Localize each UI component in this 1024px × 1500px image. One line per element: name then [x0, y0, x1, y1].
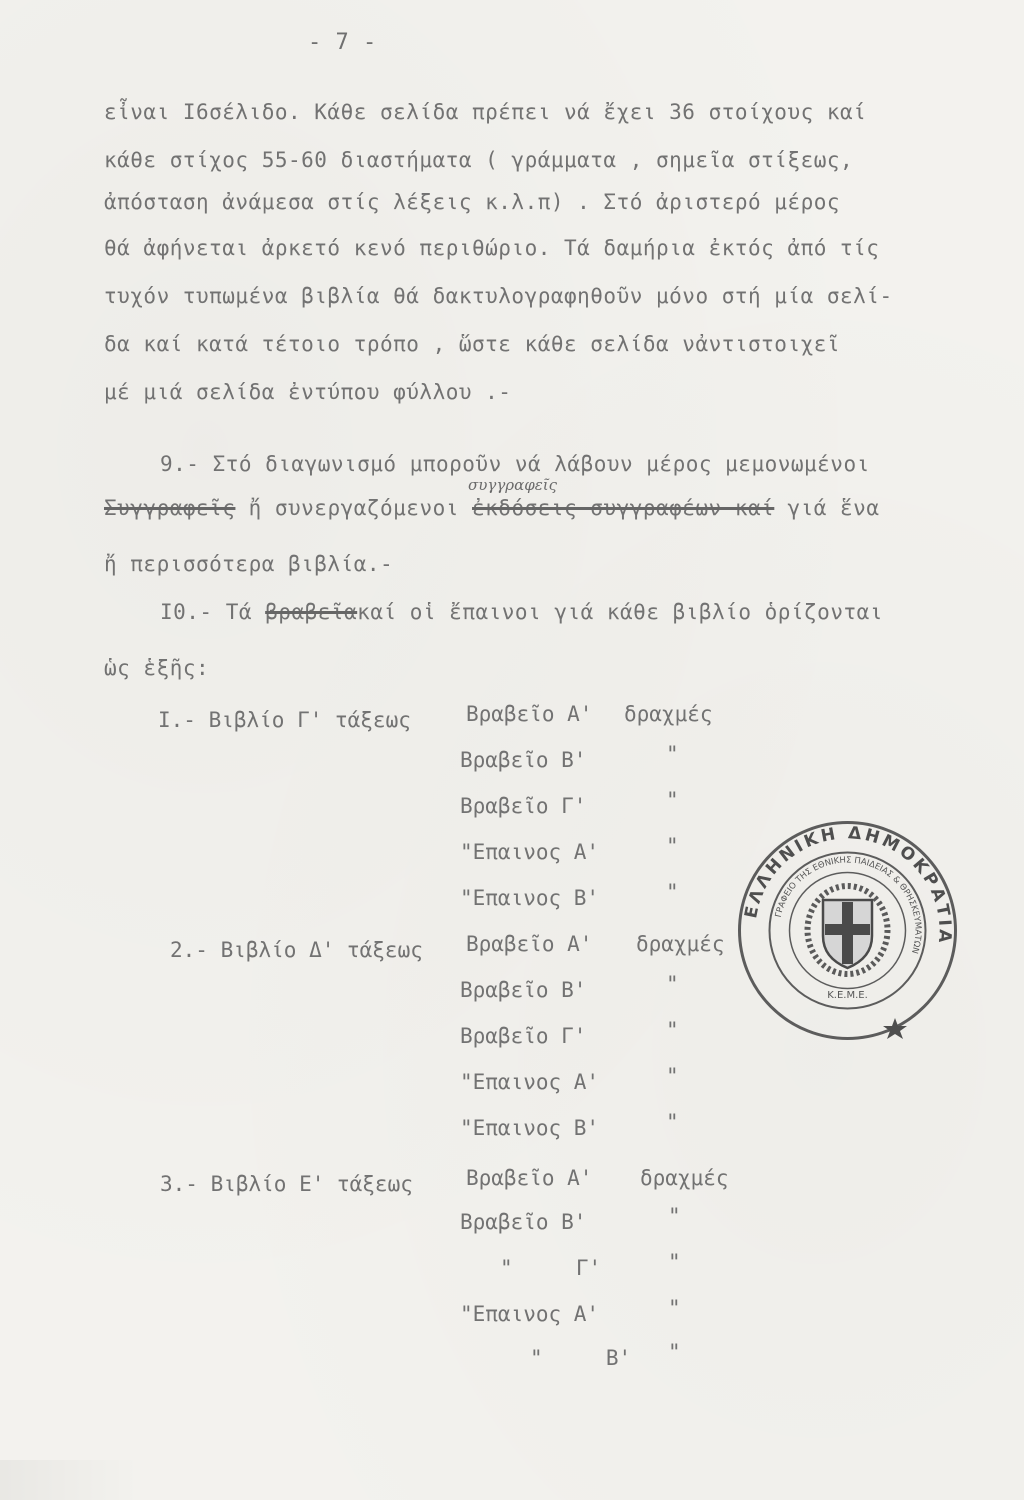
award-1-5-name: "Επαινος Β' [460, 886, 600, 910]
scan-edge-artifact [0, 1460, 140, 1500]
award-3-1-unit: δραχμές [640, 1166, 729, 1190]
paragraph-line-1: εἶναι I6σέλιδο. Κάθε σελίδα πρέπει νά ἔχει 36 στοίχους καί [104, 100, 867, 124]
award-2-3-unit: " [666, 1018, 679, 1042]
award-1-3-name: Βραβεῖο Γ' [460, 794, 587, 818]
section-9-line-3: ἤ περισσότερα βιβλία.- [104, 552, 394, 576]
section-9-line-1: 9.- Στό διαγωνισμό μποροῦν νά λάβουν μέρος μεμονωμένοι [160, 452, 870, 476]
award-group-3-label: 3.- Βιβλίο Ε' τάξεως [160, 1172, 413, 1196]
award-2-5-unit: " [666, 1110, 679, 1134]
award-3-4-unit: " [668, 1296, 681, 1320]
award-2-5-name: "Επαινος Β' [460, 1116, 600, 1140]
paragraph-line-2: κάθε στίχος 55-60 διαστήματα ( γράμματα , σημεῖα στίξεως, [104, 148, 854, 172]
paragraph-line-5: τυχόν τυπωμένα βιβλία θά δακτυλογραφηθοῦν μόνο στή μία σελί- [104, 284, 893, 308]
award-2-3-name: Βραβεῖο Γ' [460, 1024, 587, 1048]
paragraph-line-4: θά ἀφήνεται ἀρκετό κενό περιθώριο. Τά δαμήρια ἐκτός ἀπό τίς [104, 236, 880, 260]
struck-word-2: βραβεῖα [265, 600, 358, 624]
award-3-5-unit: " [668, 1340, 681, 1364]
award-1-5-unit: " [666, 880, 679, 904]
award-3-2-unit: " [668, 1204, 681, 1228]
award-1-2-unit: " [666, 742, 679, 766]
section-10-start: I0.- Τά [160, 600, 266, 624]
award-1-4-unit: " [666, 834, 679, 858]
coat-of-arms-icon [808, 886, 888, 974]
award-3-3-unit: " [668, 1250, 681, 1274]
award-3-2-name: Βραβεῖο Β' [460, 1210, 587, 1234]
award-2-4-unit: " [666, 1064, 679, 1088]
award-2-4-name: "Επαινος Α' [460, 1070, 600, 1094]
paragraph-line-3: ἀπόσταση ἀνάμεσα στίς λέξεις κ.λ.π) . Στό ἀριστερό μέρος [104, 190, 841, 214]
section-9-line-2-end: γιά ἕνα [774, 496, 880, 520]
stamp-inner-text: ΓΡΑΦΕΙΟ ΤΗΣ ΕΘΝΙΚΗΣ ΠΑΙΔΕΙΑΣ & ΘΡΗΣΚΕΥΜΑΤΩΝ [773, 855, 923, 955]
star-icon [883, 1018, 907, 1039]
paragraph-line-7: μέ μιά σελίδα ἐντύπου φύλλου .- [104, 380, 512, 404]
section-9-line-2 [104, 496, 879, 520]
award-3-4-name: "Επαινος Α' [460, 1302, 600, 1326]
award-3-5-name: " Β' [530, 1346, 632, 1370]
award-3-1-name: Βραβεῖο Α' [466, 1166, 593, 1190]
official-stamp-seal [735, 818, 960, 1043]
award-1-1-name: Βραβεῖο Α' [466, 702, 593, 726]
award-1-3-unit: " [666, 788, 679, 812]
award-2-2-name: Βραβεῖο Β' [460, 978, 587, 1002]
handwritten-insert: συγγραφεῖς [468, 476, 558, 494]
section-10-line-1 [160, 600, 883, 624]
award-2-2-unit: " [666, 972, 679, 996]
award-1-1-unit: δραχμές [624, 702, 713, 726]
award-2-1-unit: δραχμές [636, 932, 725, 956]
award-group-2-label: 2.- Βιβλίο Δ' τάξεως [170, 938, 423, 962]
stamp-bottom-text: Κ.Ε.Μ.Ε. [827, 990, 868, 1001]
section-9-line-2-mid: ἤ συνεργαζόμενοι [235, 496, 473, 520]
section-10-line-2: ὡς ἑξῆς: [104, 656, 210, 680]
paragraph-line-6: δα καί κατά τέτοιο τρόπο , ὥστε κάθε σελίδα νἀντιστοιχεῖ [104, 332, 841, 356]
page-number: - 7 - [308, 30, 377, 55]
struck-word-1: Συγγραφεῖς [104, 496, 236, 520]
award-1-2-name: Βραβεῖο Β' [460, 748, 587, 772]
award-2-1-name: Βραβεῖο Α' [466, 932, 593, 956]
section-10-end: καί οἱ ἔπαινοι γιά κάθε βιβλίο ὁρίζονται [357, 600, 883, 624]
award-3-3-name: " Γ' [500, 1256, 602, 1280]
stamp-outer-text: ΕΛΛΗΝΙΚΗ ΔΗΜΟΚΡΑΤΙΑ [741, 823, 955, 947]
award-group-1-label: I.- Βιβλίο Γ' τάξεως [158, 708, 411, 732]
struck-phrase: ἐκδόσεις-συγγραφέων καί [472, 496, 775, 520]
award-1-4-name: "Επαινος Α' [460, 840, 600, 864]
